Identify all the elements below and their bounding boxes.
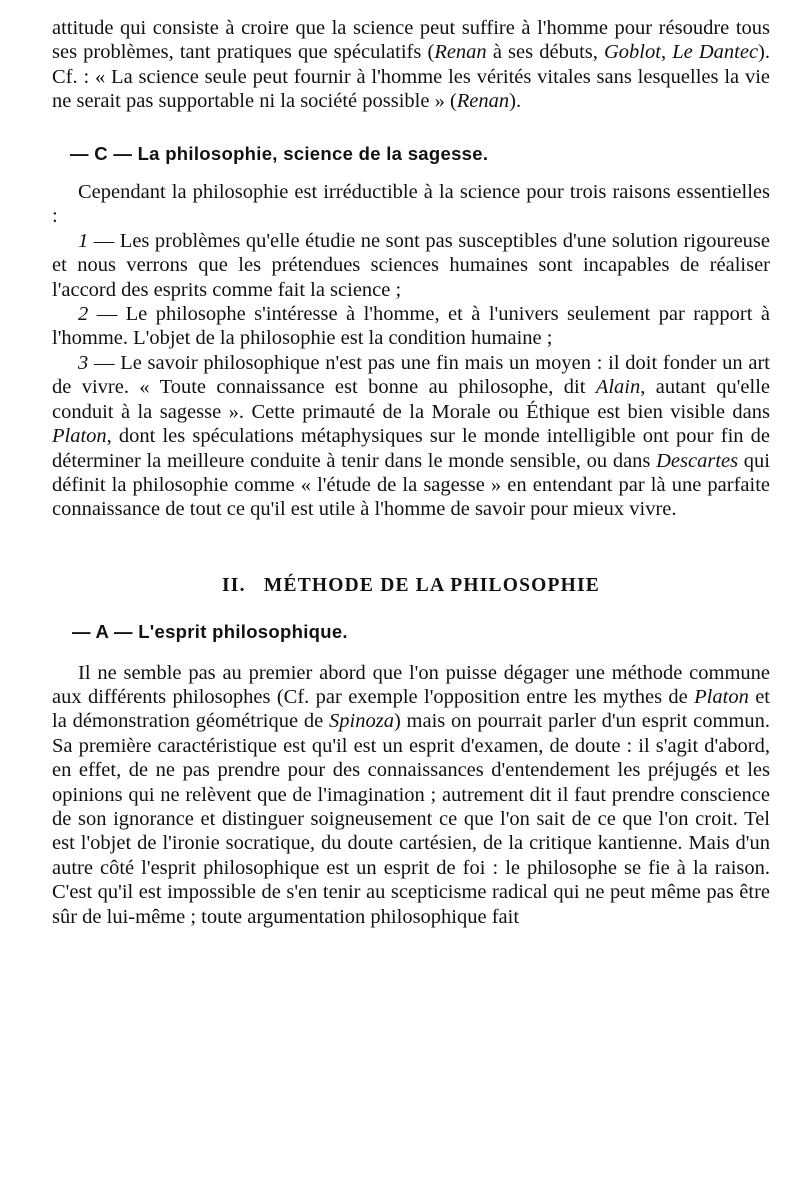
author-name: Renan [456, 90, 510, 113]
item-number: 2 [78, 303, 89, 326]
section-ii-title: II. MÉTHODE DE LA PHILOSOPHIE [222, 574, 600, 596]
section-c-heading: — C — La philosophie, science de la sagesse. [70, 142, 489, 164]
item-number: 3 [78, 351, 89, 374]
author-name: Spinoza [329, 710, 394, 733]
list-item-2: 2 — Le philosophe s'intéresse à l'homme, et à l'univers seulement par rapport à l'homme. L'objet de la philosophie est la condition humaine ; [52, 303, 770, 350]
list-item-3: 3 — Le savoir philosophique n'est pas une fin mais un moyen : il doit fonder un art de vivre. « Toute connaissance est bonne au philosophe, dit Alain, autant qu'elle conduit à la sagesse ». Cette primauté de la Morale ou Éthique est bien visible dans Platon, dont les spéculations métaphysiques sur le monde intelligible ont pour fin de déterminer la meilleure conduite à tenir dans le monde sensible, ou dans Descartes qui définit la philosophie comme « l'étude de la sagesse » en entendant par là une parfaite connaissance de tout ce qu'il est utile à l'homme de savoir pour mieux vivre. [52, 351, 770, 521]
author-name: Le Dantec [672, 41, 759, 64]
intro-paragraph: attitude qui consiste à croire que la science peut suffire à l'homme pour résoudre tous ses problèmes, tant pratiques que spéculatifs (Renan à ses débuts, Goblot, Le Dantec). Cf. : « La science seule peut fournir à l'homme les vérités vitales sans lesquelles la vie ne serait pas supportable ni la société possible » (Renan). [52, 17, 770, 113]
author-name: Platon [694, 685, 749, 708]
document-page [52, 16, 770, 929]
section-a-paragraph: Il ne semble pas au premier abord que l'on puisse dégager une méthode commune aux différents philosophes (Cf. par exemple l'opposition entre les mythes de Platon et la démonstration géométrique de Spinoza) mais on pourrait parler d'un esprit commun. Sa première caractéristique est qu'il est un esprit d'examen, de doute : il s'agit d'abord, en effet, de ne pas prendre pour des connaissances d'entendement les préjugés et les opinions qui ne relèvent que de l'imagination ; autrement dit il faut prendre conscience de son ignorance et distinguer soigneusement ce que l'on sait de ce que l'on croit. Tel est l'objet de l'ironie socratique, du doute cartésien, de la critique kantienne. Mais d'un autre côté l'esprit philosophique est un esprit de foi : le philosophe se fie à la raison. C'est qu'il est impossible de s'en tenir au scepticisme radical qui ne peut même pas être sûr de lui-même ; toute argumentation philosophique fait [52, 661, 770, 928]
author-name: Descartes [656, 449, 739, 472]
section-c-lead: Cependant la philosophie est irréductible à la science pour trois raisons essentielles : [52, 181, 770, 228]
list-item-1: 1 — Les problèmes qu'elle étudie ne sont pas susceptibles d'une solution rigoureuse et nous verrons que les prétendues sciences humaines sont incapables de réaliser l'accord des esprits comme fait la science ; [52, 229, 770, 301]
author-name: Goblot [604, 41, 661, 64]
author-name: Alain [595, 376, 641, 399]
author-name: Renan [434, 41, 487, 64]
item-number: 1 [78, 229, 89, 252]
section-a-heading: — A — L'esprit philosophique. [72, 621, 348, 643]
author-name: Platon [52, 425, 107, 448]
